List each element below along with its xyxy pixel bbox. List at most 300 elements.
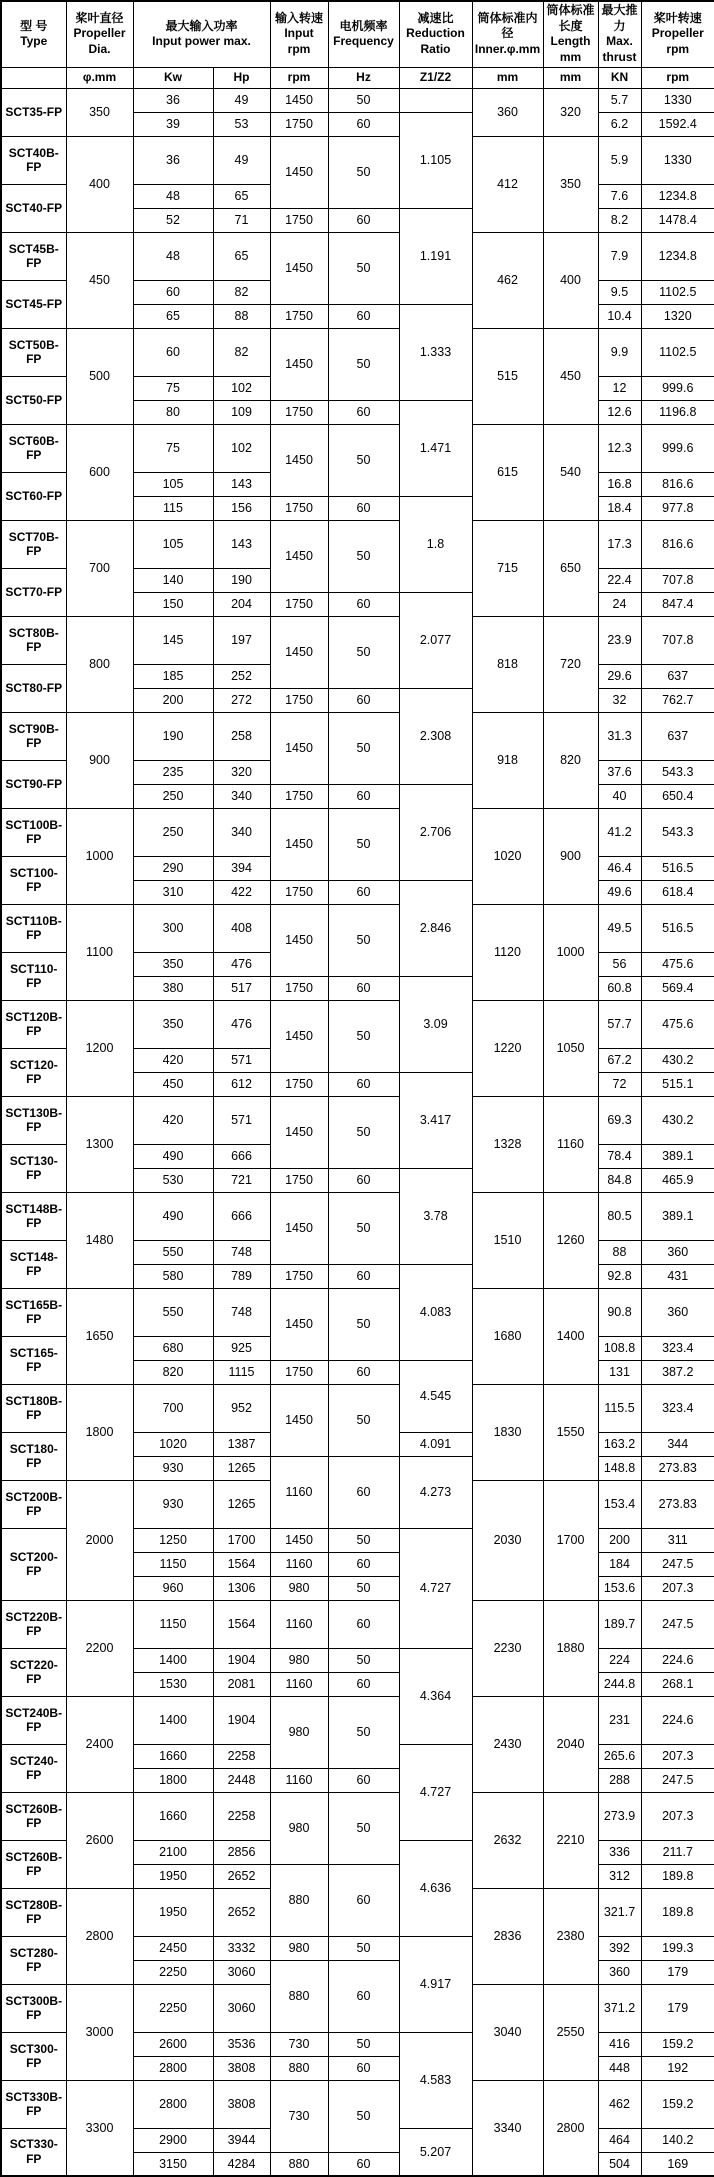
spec-value-cell: 1400 xyxy=(133,1648,213,1672)
model-type-cell: SCT80B-FP xyxy=(1,616,66,664)
spec-value-cell: 1680 xyxy=(472,1288,543,1384)
spec-value-cell: 392 xyxy=(598,1936,641,1960)
spec-value-cell: 1160 xyxy=(270,1672,328,1696)
spec-value-cell: 1234.8 xyxy=(641,184,714,208)
spec-value-cell: 57.7 xyxy=(598,1000,641,1048)
spec-value-cell: 360 xyxy=(598,1960,641,1984)
table-row xyxy=(1,1696,714,1744)
model-type-cell: SCT40B-FP xyxy=(1,136,66,184)
spec-value-cell: 666 xyxy=(213,1144,270,1168)
spec-value-cell: 543.3 xyxy=(641,760,714,784)
spec-value-cell: 2040 xyxy=(543,1696,598,1792)
spec-value-cell: 1450 xyxy=(270,328,328,400)
spec-value-cell: 1160 xyxy=(543,1096,598,1192)
spec-value-cell: 1530 xyxy=(133,1672,213,1696)
spec-value-cell: 65 xyxy=(133,304,213,328)
spec-value-cell: 1800 xyxy=(66,1384,133,1480)
spec-value-cell: 88 xyxy=(598,1240,641,1264)
spec-value-cell: 224 xyxy=(598,1648,641,1672)
spec-value-cell: 17.3 xyxy=(598,520,641,568)
spec-value-cell: 350 xyxy=(66,88,133,136)
spec-value-cell: 211.7 xyxy=(641,1840,714,1864)
spec-value-cell: 12 xyxy=(598,376,641,400)
model-type-cell: SCT45B-FP xyxy=(1,232,66,280)
model-type-cell: SCT165B-FP xyxy=(1,1288,66,1336)
spec-value-cell: 1234.8 xyxy=(641,232,714,280)
spec-value-cell: 2210 xyxy=(543,1792,598,1888)
model-type-cell: SCT50B-FP xyxy=(1,328,66,376)
spec-value-cell: 1306 xyxy=(213,1576,270,1600)
spec-value-cell: 1328 xyxy=(472,1096,543,1192)
spec-value-cell: 550 xyxy=(133,1240,213,1264)
spec-value-cell: 1700 xyxy=(213,1528,270,1552)
spec-value-cell: 680 xyxy=(133,1336,213,1360)
model-type-cell: SCT110B-FP xyxy=(1,904,66,952)
spec-value-cell: 60 xyxy=(328,1072,399,1096)
spec-value-cell: 60 xyxy=(328,1864,399,1936)
spec-value-cell: 321.7 xyxy=(598,1888,641,1936)
unit-header-kw: Kw xyxy=(133,67,213,88)
spec-value-cell: 50 xyxy=(328,1192,399,1264)
spec-value-cell: 115 xyxy=(133,496,213,520)
spec-value-cell: 1450 xyxy=(270,1288,328,1360)
spec-value-cell: 65 xyxy=(213,232,270,280)
spec-value-cell: 56 xyxy=(598,952,641,976)
spec-value-cell: 1800 xyxy=(133,1768,213,1792)
spec-value-cell: 143 xyxy=(213,520,270,568)
table-row xyxy=(1,1288,714,1336)
spec-value-cell: 252 xyxy=(213,664,270,688)
spec-value-cell: 3536 xyxy=(213,2032,270,2056)
spec-value-cell: 60.8 xyxy=(598,976,641,1000)
spec-value-cell: 1000 xyxy=(66,808,133,904)
spec-value-cell: 952 xyxy=(213,1384,270,1432)
spec-value-cell: 2856 xyxy=(213,1840,270,1864)
unit-header-kn: KN xyxy=(598,67,641,88)
spec-value-cell: 816.6 xyxy=(641,520,714,568)
spec-value-cell: 60 xyxy=(328,1672,399,1696)
spec-value-cell: 153.4 xyxy=(598,1480,641,1528)
spec-value-cell: 53 xyxy=(213,112,270,136)
spec-value-cell: 131 xyxy=(598,1360,641,1384)
spec-value-cell: 980 xyxy=(270,1792,328,1864)
spec-value-cell: 637 xyxy=(641,664,714,688)
spec-value-cell: 3.09 xyxy=(399,976,472,1072)
spec-value-cell: 1450 xyxy=(270,616,328,688)
spec-value-cell: 900 xyxy=(543,808,598,904)
model-type-cell: SCT35-FP xyxy=(1,88,66,136)
table-row xyxy=(1,232,714,280)
spec-value-cell: 516.5 xyxy=(641,904,714,952)
table-row xyxy=(1,1096,714,1144)
spec-table-body xyxy=(1,88,714,2176)
spec-value-cell: 300 xyxy=(133,904,213,952)
spec-value-cell: 2258 xyxy=(213,1792,270,1840)
model-type-cell: SCT110-FP xyxy=(1,952,66,1000)
model-type-cell: SCT70B-FP xyxy=(1,520,66,568)
spec-value-cell: 816.6 xyxy=(641,472,714,496)
spec-value-cell: 1750 xyxy=(270,496,328,520)
spec-value-cell: 2800 xyxy=(133,2056,213,2080)
spec-value-cell: 288 xyxy=(598,1768,641,1792)
spec-value-cell: 350 xyxy=(133,952,213,976)
spec-value-cell: 5.207 xyxy=(399,2128,472,2176)
spec-value-cell: 4.727 xyxy=(399,1744,472,1840)
table-header xyxy=(1,1,714,88)
spec-value-cell: 1450 xyxy=(270,424,328,496)
spec-value-cell: 1450 xyxy=(270,520,328,592)
spec-value-cell: 16.8 xyxy=(598,472,641,496)
model-type-cell: SCT130B-FP xyxy=(1,1096,66,1144)
spec-value-cell: 1330 xyxy=(641,136,714,184)
spec-value-cell: 517 xyxy=(213,976,270,1000)
model-type-cell: SCT280-FP xyxy=(1,1936,66,1984)
model-type-cell: SCT180-FP xyxy=(1,1432,66,1480)
spec-value-cell: 450 xyxy=(133,1072,213,1096)
table-row xyxy=(1,1384,714,1432)
spec-value-cell: 320 xyxy=(543,88,598,136)
spec-value-cell: 580 xyxy=(133,1264,213,1288)
spec-value-cell: 4.364 xyxy=(399,1648,472,1744)
spec-value-cell: 3340 xyxy=(472,2080,543,2176)
spec-value-cell: 371.2 xyxy=(598,1984,641,2032)
spec-value-cell: 40 xyxy=(598,784,641,808)
col-header-type: 型 号 Type xyxy=(1,1,66,67)
spec-value-cell: 153.6 xyxy=(598,1576,641,1600)
model-type-cell: SCT240-FP xyxy=(1,1744,66,1792)
col-header-propeller-rpm: 桨叶转速 Propeller rpm xyxy=(641,1,714,67)
spec-value-cell: 88 xyxy=(213,304,270,328)
spec-value-cell: 344 xyxy=(641,1432,714,1456)
spec-value-cell: 450 xyxy=(66,232,133,328)
spec-value-cell: 60 xyxy=(133,328,213,376)
spec-value-cell: 615 xyxy=(472,424,543,520)
model-type-cell: SCT260B-FP xyxy=(1,1840,66,1888)
spec-value-cell xyxy=(399,88,472,112)
spec-value-cell: 1450 xyxy=(270,808,328,880)
spec-value-cell: 2800 xyxy=(66,1888,133,1984)
spec-value-cell: 2836 xyxy=(472,1888,543,1984)
spec-value-cell: 360 xyxy=(641,1240,714,1264)
spec-value-cell: 490 xyxy=(133,1144,213,1168)
spec-value-cell: 476 xyxy=(213,952,270,976)
spec-value-cell: 224.6 xyxy=(641,1696,714,1744)
spec-value-cell: 1.333 xyxy=(399,304,472,400)
spec-value-cell: 880 xyxy=(270,1960,328,2032)
spec-value-cell: 190 xyxy=(213,568,270,592)
spec-value-cell: 4.083 xyxy=(399,1264,472,1360)
spec-value-cell: 490 xyxy=(133,1192,213,1240)
table-row xyxy=(1,136,714,184)
spec-value-cell: 200 xyxy=(598,1528,641,1552)
spec-value-cell: 247.5 xyxy=(641,1768,714,1792)
spec-value-cell: 37.6 xyxy=(598,760,641,784)
model-type-cell: SCT220B-FP xyxy=(1,1600,66,1648)
spec-value-cell: 1160 xyxy=(270,1456,328,1528)
model-type-cell: SCT70-FP xyxy=(1,568,66,616)
spec-value-cell: 1050 xyxy=(543,1000,598,1096)
spec-value-cell: 60 xyxy=(328,304,399,328)
spec-value-cell: 80 xyxy=(133,400,213,424)
spec-value-cell: 637 xyxy=(641,712,714,760)
spec-value-cell: 3150 xyxy=(133,2152,213,2176)
spec-value-cell: 310 xyxy=(133,880,213,904)
spec-value-cell: 50 xyxy=(328,1936,399,1960)
spec-value-cell: 3944 xyxy=(213,2128,270,2152)
unit-header-rpm: rpm xyxy=(270,67,328,88)
spec-value-cell: 350 xyxy=(133,1000,213,1048)
spec-value-cell: 9.5 xyxy=(598,280,641,304)
spec-value-cell: 1592.4 xyxy=(641,112,714,136)
spec-value-cell: 50 xyxy=(328,1792,399,1864)
spec-value-cell: 50 xyxy=(328,1000,399,1072)
spec-value-cell: 1196.8 xyxy=(641,400,714,424)
spec-value-cell: 475.6 xyxy=(641,1000,714,1048)
spec-value-cell: 84.8 xyxy=(598,1168,641,1192)
spec-value-cell: 1650 xyxy=(66,1288,133,1384)
spec-value-cell: 1950 xyxy=(133,1864,213,1888)
spec-value-cell: 1480 xyxy=(66,1192,133,1288)
spec-value-cell: 980 xyxy=(270,1696,328,1768)
spec-value-cell: 1750 xyxy=(270,1072,328,1096)
spec-value-cell: 1750 xyxy=(270,112,328,136)
spec-value-cell: 730 xyxy=(270,2080,328,2152)
unit-header-length-mm: mm xyxy=(543,67,598,88)
spec-value-cell: 50 xyxy=(328,1528,399,1552)
spec-value-cell: 50 xyxy=(328,1696,399,1768)
spec-value-cell: 115.5 xyxy=(598,1384,641,1432)
spec-value-cell: 69.3 xyxy=(598,1096,641,1144)
spec-value-cell: 323.4 xyxy=(641,1336,714,1360)
model-type-cell: SCT120B-FP xyxy=(1,1000,66,1048)
spec-value-cell: 408 xyxy=(213,904,270,952)
spec-value-cell: 323.4 xyxy=(641,1384,714,1432)
spec-value-cell: 1300 xyxy=(66,1096,133,1192)
model-type-cell: SCT220-FP xyxy=(1,1648,66,1696)
model-type-cell: SCT120-FP xyxy=(1,1048,66,1096)
spec-value-cell: 1160 xyxy=(270,1600,328,1648)
spec-value-cell: 60 xyxy=(328,112,399,136)
spec-value-cell: 721 xyxy=(213,1168,270,1192)
spec-value-cell: 60 xyxy=(328,2056,399,2080)
spec-value-cell: 2.846 xyxy=(399,880,472,976)
spec-value-cell: 748 xyxy=(213,1288,270,1336)
spec-value-cell: 650 xyxy=(543,520,598,616)
spec-value-cell: 50 xyxy=(328,616,399,688)
spec-value-cell: 75 xyxy=(133,424,213,472)
spec-value-cell: 60 xyxy=(328,1168,399,1192)
spec-value-cell: 1200 xyxy=(66,1000,133,1096)
spec-value-cell: 29.6 xyxy=(598,664,641,688)
spec-value-cell: 50 xyxy=(328,1576,399,1600)
spec-value-cell: 39 xyxy=(133,112,213,136)
spec-value-cell: 1400 xyxy=(543,1288,598,1384)
spec-value-cell: 3.78 xyxy=(399,1168,472,1264)
spec-value-cell: 1150 xyxy=(133,1600,213,1648)
spec-value-cell: 612 xyxy=(213,1072,270,1096)
spec-value-cell: 50 xyxy=(328,2032,399,2056)
model-type-cell: SCT330B-FP xyxy=(1,2080,66,2128)
unit-header-inner-mm: mm xyxy=(472,67,543,88)
spec-value-cell: 3332 xyxy=(213,1936,270,1960)
spec-value-cell: 430.2 xyxy=(641,1096,714,1144)
spec-value-cell: 666 xyxy=(213,1192,270,1240)
spec-value-cell: 540 xyxy=(543,424,598,520)
spec-value-cell: 192 xyxy=(641,2056,714,2080)
spec-value-cell: 880 xyxy=(270,2056,328,2080)
spec-value-cell: 2030 xyxy=(472,1480,543,1600)
spec-value-cell: 156 xyxy=(213,496,270,520)
spec-value-cell: 1000 xyxy=(543,904,598,1000)
unit-header-blank xyxy=(1,67,66,88)
spec-value-cell: 350 xyxy=(543,136,598,232)
spec-value-cell: 179 xyxy=(641,1984,714,2032)
spec-value-cell: 960 xyxy=(133,1576,213,1600)
model-type-cell: SCT100B-FP xyxy=(1,808,66,856)
spec-value-cell: 618.4 xyxy=(641,880,714,904)
spec-value-cell: 4.583 xyxy=(399,2032,472,2128)
model-type-cell: SCT45-FP xyxy=(1,280,66,328)
spec-value-cell: 60 xyxy=(328,1264,399,1288)
spec-value-cell: 163.2 xyxy=(598,1432,641,1456)
spec-value-cell: 1450 xyxy=(270,1384,328,1456)
spec-value-cell: 36 xyxy=(133,88,213,112)
spec-value-cell: 185 xyxy=(133,664,213,688)
spec-value-cell: 820 xyxy=(543,712,598,808)
spec-value-cell: 250 xyxy=(133,808,213,856)
spec-value-cell: 189.8 xyxy=(641,1864,714,1888)
spec-value-cell: 504 xyxy=(598,2152,641,2176)
spec-value-cell: 3300 xyxy=(66,2080,133,2176)
spec-value-cell: 1150 xyxy=(133,1552,213,1576)
spec-value-cell: 2258 xyxy=(213,1744,270,1768)
spec-value-cell: 1330 xyxy=(641,88,714,112)
spec-value-cell: 1750 xyxy=(270,400,328,424)
spec-value-cell: 102 xyxy=(213,376,270,400)
spec-value-cell: 2380 xyxy=(543,1888,598,1984)
spec-value-cell: 3808 xyxy=(213,2056,270,2080)
spec-value-cell: 789 xyxy=(213,1264,270,1288)
spec-value-cell: 49.6 xyxy=(598,880,641,904)
spec-value-cell: 360 xyxy=(472,88,543,136)
spec-value-cell: 179 xyxy=(641,1960,714,1984)
spec-value-cell: 50 xyxy=(328,328,399,400)
spec-value-cell: 416 xyxy=(598,2032,641,2056)
spec-value-cell: 600 xyxy=(66,424,133,520)
table-row xyxy=(1,424,714,472)
spec-value-cell: 2081 xyxy=(213,1672,270,1696)
spec-value-cell: 50 xyxy=(328,520,399,592)
spec-value-cell: 462 xyxy=(472,232,543,328)
spec-value-cell: 720 xyxy=(543,616,598,712)
spec-value-cell: 977.8 xyxy=(641,496,714,520)
spec-value-cell: 1400 xyxy=(133,1696,213,1744)
spec-value-cell: 389.1 xyxy=(641,1192,714,1240)
spec-value-cell: 50 xyxy=(328,232,399,304)
spec-value-cell: 49 xyxy=(213,88,270,112)
spec-value-cell: 60 xyxy=(328,880,399,904)
spec-value-cell: 448 xyxy=(598,2056,641,2080)
unit-header-prop-rpm: rpm xyxy=(641,67,714,88)
spec-value-cell: 475.6 xyxy=(641,952,714,976)
spec-value-cell: 50 xyxy=(328,2080,399,2152)
model-type-cell: SCT330-FP xyxy=(1,2128,66,2176)
spec-value-cell: 394 xyxy=(213,856,270,880)
spec-value-cell: 9.9 xyxy=(598,328,641,376)
spec-value-cell: 420 xyxy=(133,1096,213,1144)
spec-value-cell: 1950 xyxy=(133,1888,213,1936)
spec-value-cell: 247.5 xyxy=(641,1600,714,1648)
spec-value-cell: 140 xyxy=(133,568,213,592)
spec-value-cell: 571 xyxy=(213,1048,270,1072)
unit-header-z1z2: Z1/Z2 xyxy=(399,67,472,88)
spec-value-cell: 930 xyxy=(133,1480,213,1528)
model-type-cell: SCT260B-FP xyxy=(1,1792,66,1840)
spec-value-cell: 224.6 xyxy=(641,1648,714,1672)
spec-value-cell: 159.2 xyxy=(641,2080,714,2128)
spec-value-cell: 2.308 xyxy=(399,688,472,784)
spec-value-cell: 50 xyxy=(328,1096,399,1168)
spec-value-cell: 340 xyxy=(213,784,270,808)
spec-value-cell: 431 xyxy=(641,1264,714,1288)
unit-header-hp: Hp xyxy=(213,67,270,88)
spec-value-cell: 311 xyxy=(641,1528,714,1552)
spec-value-cell: 60 xyxy=(328,1552,399,1576)
spec-value-cell: 4.636 xyxy=(399,1840,472,1936)
spec-value-cell: 1750 xyxy=(270,592,328,616)
spec-value-cell: 50 xyxy=(328,136,399,208)
spec-value-cell: 7.9 xyxy=(598,232,641,280)
spec-value-cell: 387.2 xyxy=(641,1360,714,1384)
spec-value-cell: 4284 xyxy=(213,2152,270,2176)
spec-value-cell: 46.4 xyxy=(598,856,641,880)
model-type-cell: SCT180B-FP xyxy=(1,1384,66,1432)
spec-value-cell: 67.2 xyxy=(598,1048,641,1072)
spec-value-cell: 109 xyxy=(213,400,270,424)
spec-value-cell: 320 xyxy=(213,760,270,784)
spec-value-cell: 72 xyxy=(598,1072,641,1096)
spec-value-cell: 1450 xyxy=(270,1000,328,1072)
spec-value-cell: 820 xyxy=(133,1360,213,1384)
spec-value-cell: 90.8 xyxy=(598,1288,641,1336)
model-type-cell: SCT60-FP xyxy=(1,472,66,520)
table-row xyxy=(1,88,714,112)
spec-value-cell: 2250 xyxy=(133,1984,213,2032)
spec-value-cell: 3808 xyxy=(213,2080,270,2128)
spec-value-cell: 1750 xyxy=(270,880,328,904)
table-row xyxy=(1,1600,714,1648)
spec-value-cell: 60 xyxy=(328,1456,399,1528)
spec-value-cell: 1260 xyxy=(543,1192,598,1288)
spec-value-cell: 273.83 xyxy=(641,1456,714,1480)
spec-value-cell: 60 xyxy=(328,976,399,1000)
model-type-cell: SCT80-FP xyxy=(1,664,66,712)
model-type-cell: SCT50-FP xyxy=(1,376,66,424)
spec-value-cell: 49 xyxy=(213,136,270,184)
spec-value-cell: 1750 xyxy=(270,1360,328,1384)
spec-value-cell: 258 xyxy=(213,712,270,760)
model-type-cell: SCT40-FP xyxy=(1,184,66,232)
model-type-cell: SCT240B-FP xyxy=(1,1696,66,1744)
spec-value-cell: 3.417 xyxy=(399,1072,472,1168)
spec-value-cell: 18.4 xyxy=(598,496,641,520)
spec-value-cell: 1880 xyxy=(543,1600,598,1696)
model-type-cell: SCT280B-FP xyxy=(1,1888,66,1936)
spec-value-cell: 2600 xyxy=(66,1792,133,1888)
spec-value-cell: 1550 xyxy=(543,1384,598,1480)
spec-value-cell: 2430 xyxy=(472,1696,543,1792)
spec-value-cell: 1.191 xyxy=(399,208,472,304)
